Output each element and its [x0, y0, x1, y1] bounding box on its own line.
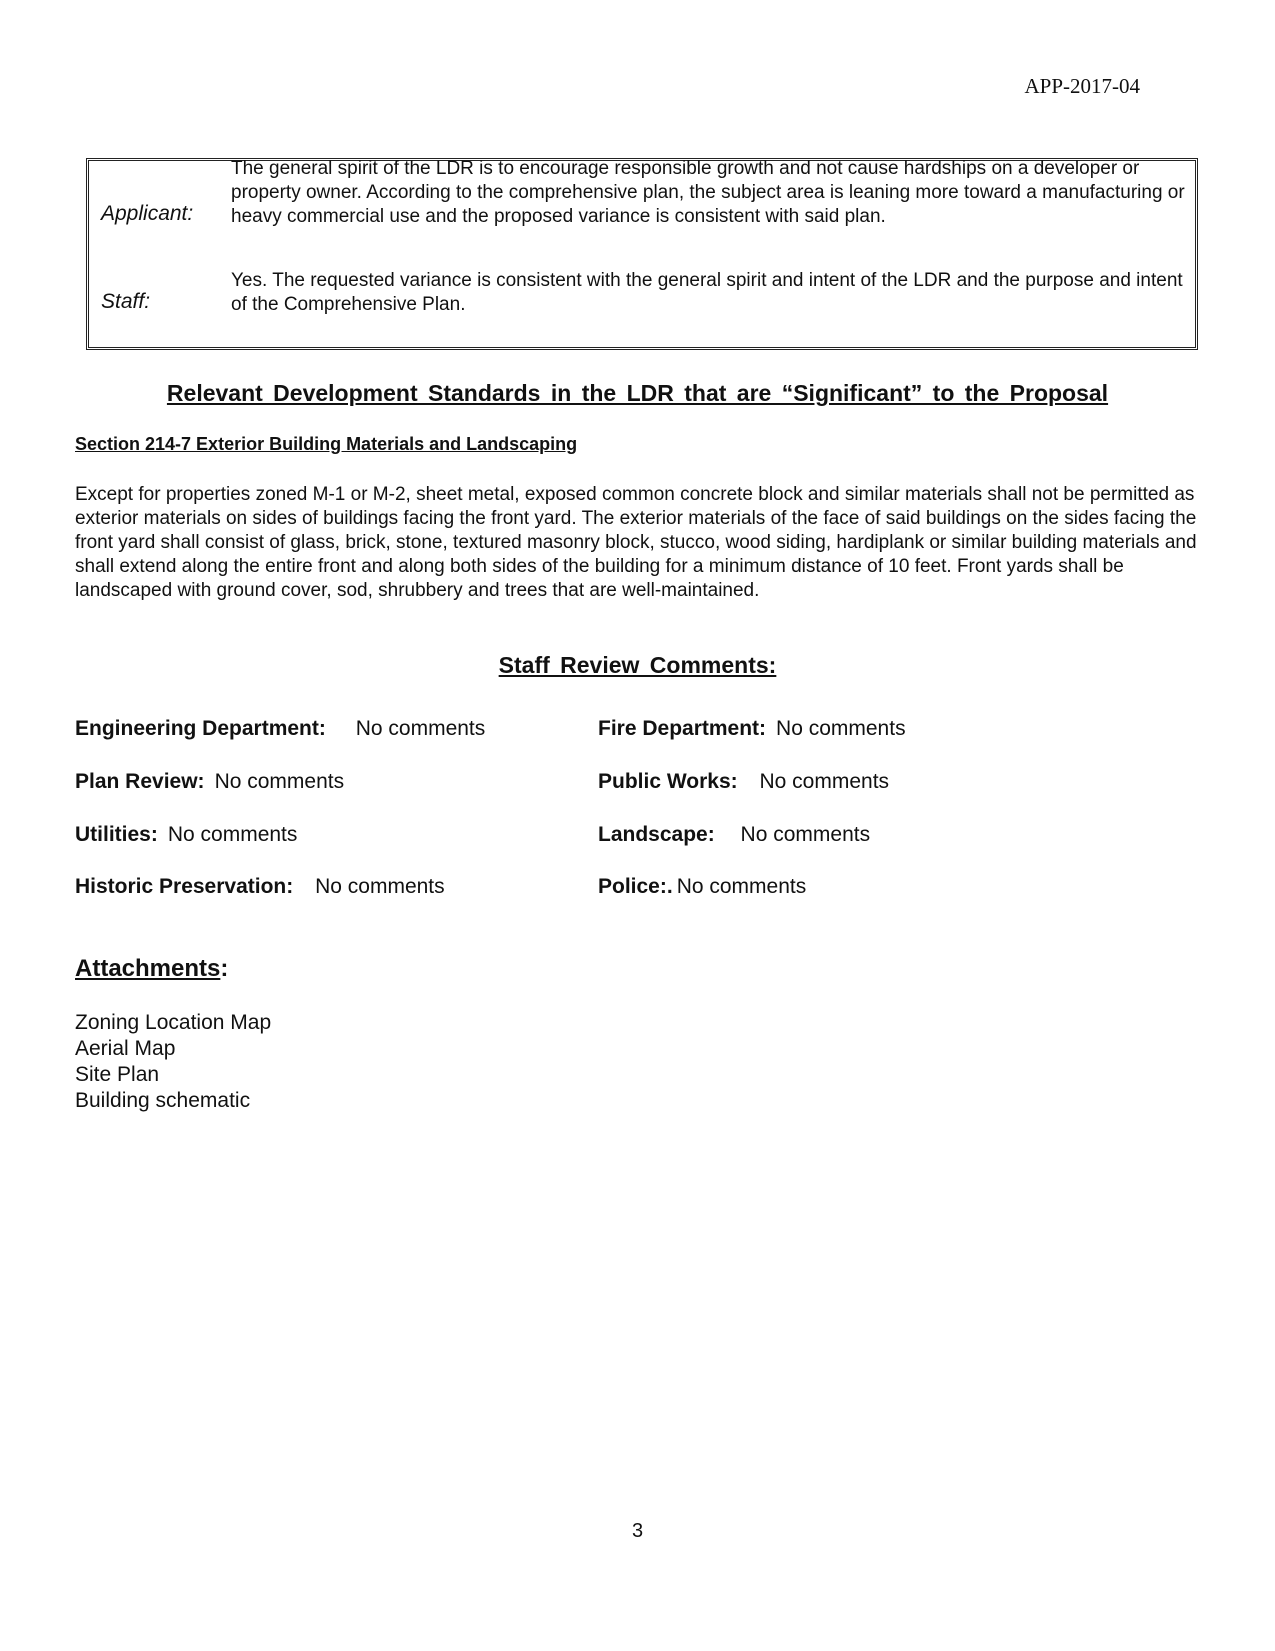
section-title: Section 214-7 Exterior Building Materials and Landscaping — [75, 434, 578, 454]
standards-heading: Relevant Development Standards in the LDR that are “Significant” to the Proposal — [166, 380, 1109, 406]
staff-text: Yes. The requested variance is consistent with the general spirit and intent of the LDR and the purpose and intent of the Comprehensive Plan. — [231, 270, 1183, 315]
section-paragraph: Except for properties zoned M-1 or M-2, sheet metal, exposed common concrete block and similar materials shall not be permitted as exterior materials on sides of buildings facing the front yard. The exterior materials of the face of said buildings on the sides facing the front yard shall consist of glass, brick, stone, textured masonry block, stucco, wood siding, hardiplank or similar building materials and shall extend along the entire front and along both sides of the building for a minimum distance of 10 feet. Front yards shall be landscaped with ground cover, sod, shrubbery and trees that are well-maintained. — [75, 484, 1197, 601]
comment-value: No comments — [759, 770, 890, 793]
applicant-text: The general spirit of the LDR is to encourage responsible growth and not cause hardships on a developer or property owner. According to the comprehensive plan, the subject area is leaning more toward a manufacturing or heavy commercial use and the proposed variance is consistent with said plan. — [231, 158, 1185, 227]
comment-engineering — [75, 717, 485, 741]
staff-label: Staff: — [101, 290, 151, 313]
comment-value: No comments — [315, 875, 445, 898]
comment-value: No comments — [355, 717, 486, 740]
document-number: APP-2017-04 — [1024, 74, 1140, 98]
attachments-colon: : — [220, 955, 229, 982]
comment-value: No comments — [214, 770, 345, 793]
staff-review-heading: Staff Review Comments: — [498, 652, 777, 678]
comment-label: Landscape: — [598, 823, 715, 846]
comment-label: Police:. — [598, 875, 673, 898]
attachment-item: Zoning Location Map — [75, 1011, 272, 1034]
comment-label: Historic Preservation: — [75, 875, 294, 898]
comment-public-works — [598, 770, 889, 794]
attachments-heading-text: Attachments — [75, 955, 221, 982]
comment-utilities — [75, 823, 297, 847]
comment-label: Utilities: — [75, 823, 158, 846]
attachment-item: Aerial Map — [75, 1037, 176, 1060]
comment-police — [598, 875, 806, 899]
comment-value: No comments — [167, 823, 298, 846]
comment-label: Engineering Department: — [75, 717, 326, 740]
comment-plan-review — [75, 770, 344, 794]
page-number: 3 — [631, 1520, 644, 1542]
comment-value: No comments — [676, 875, 807, 898]
comment-value: No comments — [740, 823, 871, 846]
review-box — [86, 158, 1198, 350]
attachment-item: Building schematic — [75, 1089, 251, 1112]
comment-value: No comments — [776, 717, 906, 740]
comment-label: Plan Review: — [75, 770, 205, 793]
comment-label: Fire Department: — [598, 717, 767, 740]
comment-historic-preservation — [75, 875, 445, 899]
attachments-heading — [75, 955, 228, 983]
attachment-item: Site Plan — [75, 1063, 160, 1086]
attachments-list — [75, 1010, 271, 1114]
comment-landscape — [598, 823, 870, 847]
comment-fire — [598, 717, 906, 741]
comment-label: Public Works: — [598, 770, 738, 793]
applicant-label: Applicant: — [101, 202, 194, 225]
